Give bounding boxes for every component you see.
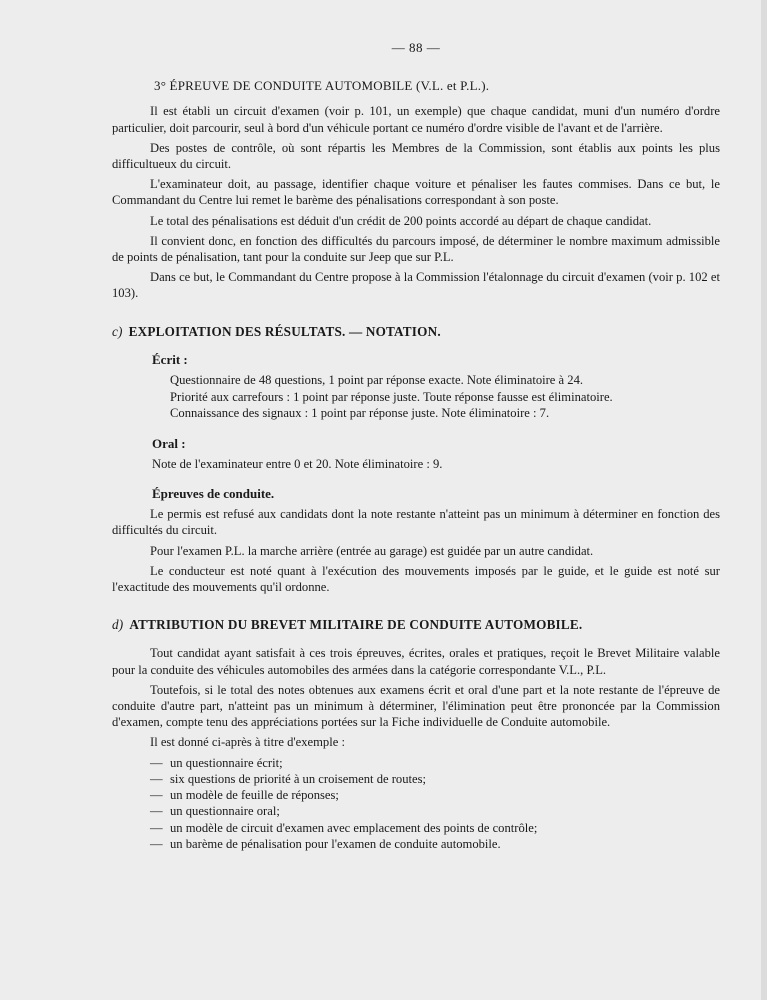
list-item: — un questionnaire écrit;	[150, 755, 283, 770]
paragraph: Le permis est refusé aux candidats dont la note restante n'atteint pas un minimum à déterminer en fonction des difficultés du circuit.	[112, 507, 720, 538]
list-intro: Il est donné ci-après à titre d'exemple :	[150, 735, 345, 750]
page-content	[112, 40, 720, 852]
section-letter: d)	[112, 617, 124, 633]
page-number: — 88 —	[391, 40, 441, 55]
epreuves-label: Épreuves de conduite.	[152, 485, 275, 501]
section-c-heading	[112, 324, 720, 340]
example-list	[112, 755, 720, 853]
paragraph: L'examinateur doit, au passage, identifier chaque voiture et pénaliser les fautes commises. Dans ce but, le Commandant du Centre lui remet le barème des pénalisations correspondant à son poste.	[112, 177, 720, 208]
paragraph: Pour l'examen P.L. la marche arrière (entrée au garage) est guidée par un autre candidat.	[150, 543, 594, 558]
ecrit-line: Connaissance des signaux : 1 point par réponse juste. Note éliminatoire : 7.	[170, 406, 550, 421]
dash-mark: —	[150, 837, 163, 852]
list-item: — un modèle de circuit d'examen avec emplacement des points de contrôle;	[150, 820, 538, 835]
paragraph: Toutefois, si le total des notes obtenues aux examens écrit et oral d'une part et la note restante de l'épreuve de conduite d'autre part, n'atteint pas un minimum à déterminer, l'élimination peut être prononcée par la Commission d'examen, compte tenu des appréciations portées sur la Fiche individuelle de Conduite automobile.	[112, 682, 720, 730]
section-d-heading	[112, 617, 720, 633]
paragraph: Le total des pénalisations est déduit d'un crédit de 200 points accordé au départ de chaque candidat.	[150, 213, 652, 228]
paragraph: Le conducteur est noté quant à l'exécution des mouvements imposés par le guide, et le guide est noté sur l'exactitude des mouvements qu'il ordonne.	[112, 563, 720, 594]
oral-label: Oral :	[152, 435, 186, 451]
ecrit-line: Priorité aux carrefours : 1 point par réponse juste. Toute réponse fausse est éliminatoire.	[170, 389, 613, 404]
dash-mark: —	[150, 755, 163, 770]
paragraph: Il est établi un circuit d'examen (voir p. 101, un exemple) que chaque candidat, muni d'un numéro d'ordre particulier, doit parcourir, seul à bord d'un véhicule portant ce numéro d'ordre visible de l'avant et de l'arrière.	[112, 104, 720, 135]
section-title: ATTRIBUTION DU BREVET MILITAIRE DE CONDUITE AUTOMOBILE.	[129, 617, 583, 633]
oral-line: Note de l'examinateur entre 0 et 20. Note éliminatoire : 9.	[152, 456, 443, 471]
page-edge	[761, 0, 767, 1000]
list-item: — un questionnaire oral;	[150, 804, 280, 819]
list-item: — un modèle de feuille de réponses;	[150, 788, 339, 803]
dash-mark: —	[150, 820, 163, 835]
section-3-heading: 3° ÉPREUVE DE CONDUITE AUTOMOBILE (V.L. et P.L.).	[154, 78, 490, 94]
paragraph: Dans ce but, le Commandant du Centre propose à la Commission l'étalonnage du circuit d'examen (voir p. 102 et 103).	[112, 270, 720, 301]
dash-mark: —	[150, 804, 163, 819]
paragraph: Des postes de contrôle, où sont répartis les Membres de la Commission, sont établis aux points les plus difficultueux du circuit.	[112, 140, 720, 172]
dash-mark: —	[150, 771, 163, 786]
dash-mark: —	[150, 788, 163, 803]
paragraph: Tout candidat ayant satisfait à ces trois épreuves, écrites, orales et pratiques, reçoit le Brevet Militaire valable pour la conduite des véhicules automobiles des armées dans la catégorie correspondante V.L., P.L.	[112, 646, 720, 677]
ecrit-label: Écrit :	[152, 351, 188, 367]
section-letter: c)	[112, 323, 123, 339]
list-item: — un barème de pénalisation pour l'examen de conduite automobile.	[150, 837, 501, 852]
ecrit-list	[170, 372, 720, 422]
ecrit-line: Questionnaire de 48 questions, 1 point par réponse exacte. Note éliminatoire à 24.	[170, 373, 584, 388]
section-title: EXPLOITATION DES RÉSULTATS. — NOTATION.	[128, 323, 441, 339]
paragraph: Il convient donc, en fonction des difficultés du parcours imposé, de déterminer le nombre maximum admissible de points de pénalisation, tant pour la conduite sur Jeep que sur P.L.	[112, 233, 720, 265]
list-item: — six questions de priorité à un croisement de routes;	[150, 771, 427, 786]
